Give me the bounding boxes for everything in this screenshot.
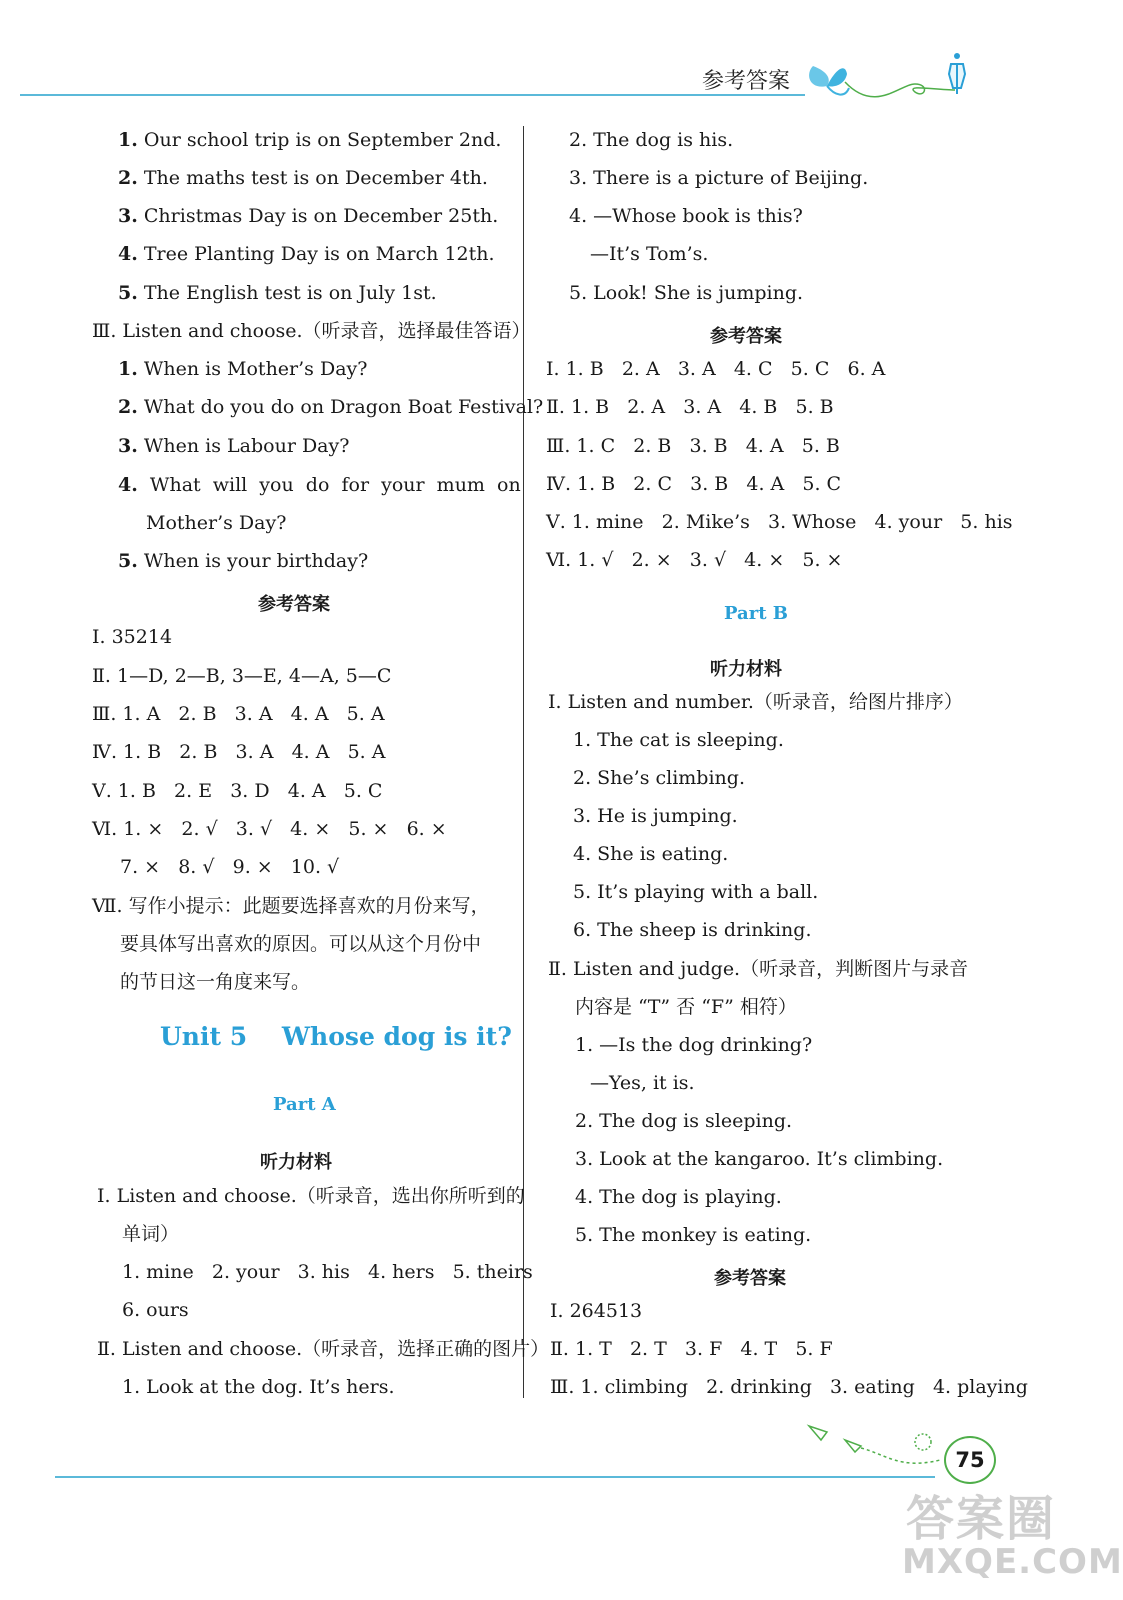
part-b-heading: Part B bbox=[724, 603, 788, 624]
writing-tip: 要具体写出喜欢的原因。可以从这个月份中 bbox=[120, 933, 482, 955]
item-line: 3. He is jumping. bbox=[573, 805, 738, 827]
footer-decoration-icon bbox=[805, 1420, 945, 1470]
answer-line: Ⅲ. 1. climbing 2. drinking 3. eating 4. playing bbox=[550, 1376, 1028, 1398]
word-list: 6. ours bbox=[122, 1299, 189, 1321]
answers-heading-right: 参考答案 bbox=[710, 326, 782, 347]
item-line: 2. The dog is his. bbox=[569, 129, 734, 151]
answer-line: Ⅳ. 1. B 2. C 3. B 4. A 5. C bbox=[546, 473, 842, 495]
header-title: 参考答案 bbox=[702, 69, 791, 94]
section-1-title: Ⅰ. Listen and choose.（听录音，选出你所听到的 bbox=[97, 1185, 525, 1207]
column-divider bbox=[523, 126, 524, 1398]
item-line: 1. Look at the dog. It’s hers. bbox=[122, 1376, 395, 1398]
word-list: 1. mine 2. your 3. his 4. hers 5. theirs bbox=[122, 1261, 533, 1283]
sentence-4: 4. Tree Planting Day is on March 12th. bbox=[118, 243, 495, 265]
writing-tip: 的节日这一角度来写。 bbox=[120, 971, 311, 993]
sentence-3: 3. Christmas Day is on December 25th. bbox=[118, 205, 499, 227]
answers-heading-right-2: 参考答案 bbox=[714, 1268, 786, 1289]
item-line: 3. There is a picture of Beijing. bbox=[569, 167, 869, 189]
question-2: 2. What do you do on Dragon Boat Festival? bbox=[118, 396, 544, 418]
butterfly-lamp-decoration-icon bbox=[805, 44, 990, 104]
answer-line: Ⅰ. 1. B 2. A 3. A 4. C 5. C 6. A bbox=[546, 358, 886, 380]
section-2-title: Ⅱ. Listen and judge.（听录音，判断图片与录音 bbox=[548, 958, 969, 980]
answer-line: Ⅱ. 1. B 2. A 3. A 4. B 5. B bbox=[546, 396, 834, 418]
answers-heading-left: 参考答案 bbox=[258, 594, 330, 615]
answer-line: Ⅲ. 1. A 2. B 3. A 4. A 5. A bbox=[92, 703, 385, 725]
page-number: 75 bbox=[944, 1436, 996, 1484]
answer-line: Ⅲ. 1. C 2. B 3. B 4. A 5. B bbox=[546, 435, 840, 457]
listening-heading-right: 听力材料 bbox=[710, 659, 782, 680]
watermark-domain: MXQE.COM bbox=[902, 1542, 1123, 1582]
item-line: 4. She is eating. bbox=[573, 843, 729, 865]
question-4-continued: Mother’s Day? bbox=[146, 512, 287, 534]
item-line: 5. Look! She is jumping. bbox=[569, 282, 804, 304]
part-a-heading: Part A bbox=[273, 1094, 336, 1115]
item-line: 4. The dog is playing. bbox=[575, 1186, 782, 1208]
answer-line: Ⅴ. 1. mine 2. Mike’s 3. Whose 4. your 5. his bbox=[546, 511, 1013, 533]
answer-line: Ⅵ. 1. √ 2. × 3. √ 4. × 5. × bbox=[546, 549, 843, 571]
watermark-logo-text: 答案圈 bbox=[906, 1491, 1057, 1547]
answer-line: Ⅳ. 1. B 2. B 3. A 4. A 5. A bbox=[92, 741, 386, 763]
item-line: 1. —Is the dog drinking? bbox=[575, 1034, 813, 1056]
item-line: 4. —Whose book is this? bbox=[569, 205, 803, 227]
item-line: —Yes, it is. bbox=[590, 1072, 695, 1094]
section-2-title: Ⅱ. Listen and choose.（听录音，选择正确的图片） bbox=[97, 1338, 550, 1360]
item-line: 5. The monkey is eating. bbox=[575, 1224, 812, 1246]
item-line: —It’s Tom’s. bbox=[590, 243, 709, 265]
answer-line: Ⅱ. 1. T 2. T 3. F 4. T 5. F bbox=[550, 1338, 833, 1360]
sentence-5: 5. The English test is on July 1st. bbox=[118, 282, 437, 304]
footer-rule bbox=[55, 1476, 935, 1478]
question-4: 4. What will you do for your mum on bbox=[118, 474, 521, 496]
sentence-2: 2. The maths test is on December 4th. bbox=[118, 167, 488, 189]
answer-line: Ⅰ. 264513 bbox=[550, 1300, 643, 1322]
answer-line: Ⅰ. 35214 bbox=[92, 626, 173, 648]
item-line: 1. The cat is sleeping. bbox=[573, 729, 784, 751]
item-line: 6. The sheep is drinking. bbox=[573, 919, 812, 941]
answer-line: Ⅴ. 1. B 2. E 3. D 4. A 5. C bbox=[92, 780, 383, 802]
section-1-title-continued: 单词） bbox=[122, 1223, 180, 1245]
question-5: 5. When is your birthday? bbox=[118, 550, 369, 572]
answer-line: Ⅱ. 1—D, 2—B, 3—E, 4—A, 5—C bbox=[92, 665, 392, 687]
question-1: 1. When is Mother’s Day? bbox=[118, 358, 368, 380]
item-line: 3. Look at the kangaroo. It’s climbing. bbox=[575, 1148, 944, 1170]
section-2-title-continued: 内容是 “T” 否 “F” 相符） bbox=[575, 996, 797, 1018]
section-1-title: Ⅰ. Listen and number.（听录音，给图片排序） bbox=[548, 691, 963, 713]
writing-tip: Ⅶ. 写作小提示：此题要选择喜欢的月份来写， bbox=[92, 895, 490, 917]
question-3: 3. When is Labour Day? bbox=[118, 435, 350, 457]
watermark bbox=[900, 1480, 1123, 1590]
answer-line: 7. × 8. √ 9. × 10. √ bbox=[120, 856, 340, 878]
section-3-title: Ⅲ. Listen and choose.（听录音，选择最佳答语） bbox=[92, 320, 531, 342]
unit-title: Unit 5 Whose dog is it? bbox=[160, 1022, 512, 1051]
header-rule bbox=[20, 94, 805, 96]
item-line: 2. The dog is sleeping. bbox=[575, 1110, 793, 1132]
answer-line: Ⅵ. 1. × 2. √ 3. √ 4. × 5. × 6. × bbox=[92, 818, 447, 840]
sentence-1: 1. Our school trip is on September 2nd. bbox=[118, 129, 502, 151]
item-line: 2. She’s climbing. bbox=[573, 767, 745, 789]
listening-heading-left: 听力材料 bbox=[260, 1152, 332, 1173]
item-line: 5. It’s playing with a ball. bbox=[573, 881, 819, 903]
